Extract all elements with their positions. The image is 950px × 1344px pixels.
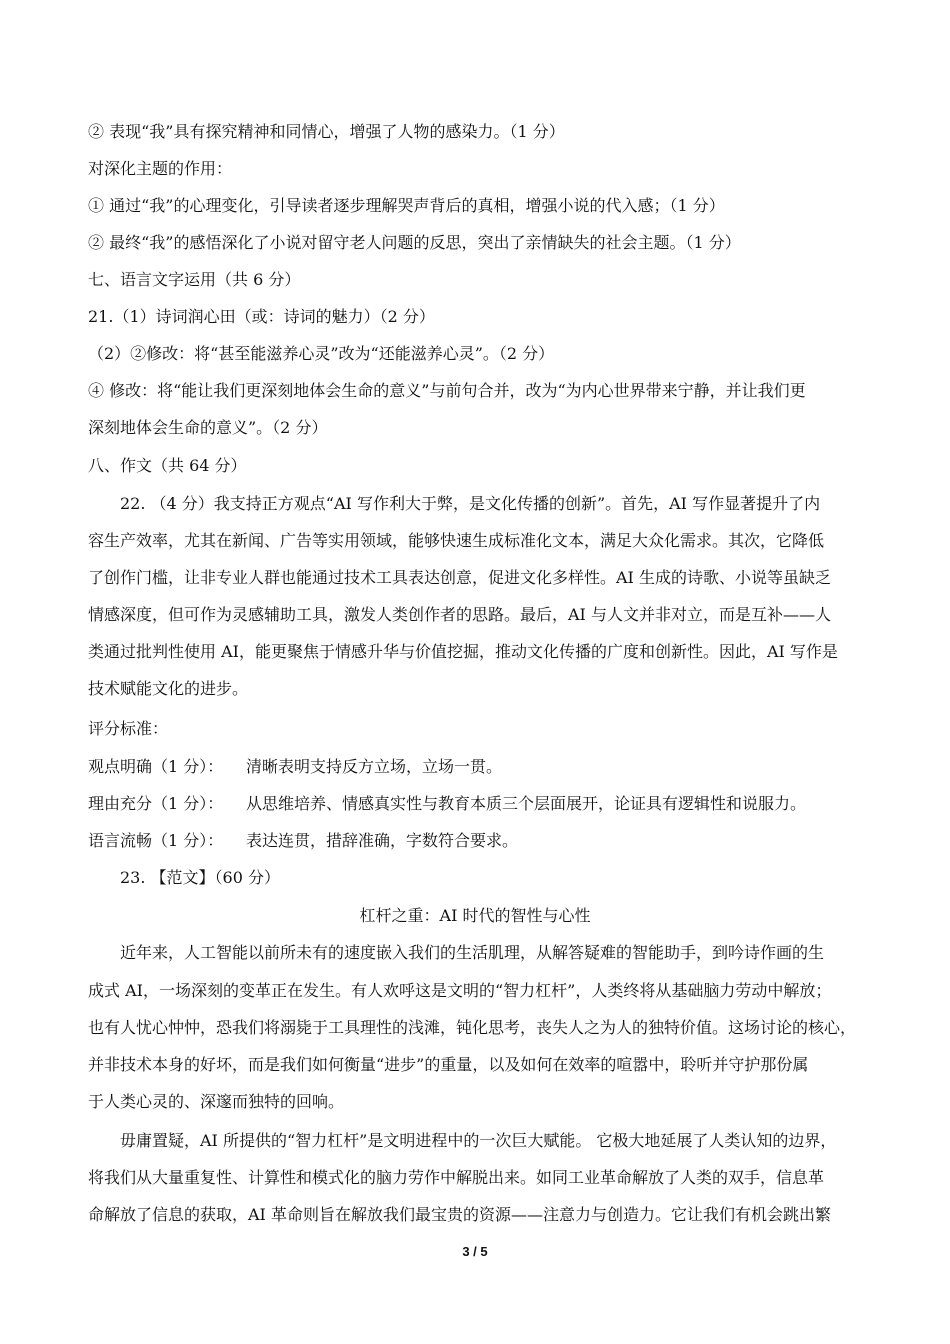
essay-line: 成式 AI，一场深刻的变革正在发生。有人欢呼这是文明的“智力杠杆”，人类终将从基础脑力劳动中解放； <box>88 981 832 1000</box>
scoring-criterion <box>88 756 888 778</box>
criterion-label: 观点明确（1 分）： <box>88 757 224 776</box>
criterion-text: 清晰表明支持反方立场，立场一贯。 <box>246 757 503 776</box>
essay-line: 命解放了信息的获取，AI 革命则旨在解放我们最宝贵的资源——注意力与创造力。它让我们有机会跳出繁 <box>88 1205 831 1224</box>
answer-line: ② 表现“我”具有探究精神和同情心，增强了人物的感染力。（1 分） <box>88 122 565 141</box>
answer-paragraph-line: 了创作门槛，让非专业人群也能通过技术工具表达创意，促进文化多样性。AI 生成的诗歌、小说等虽缺乏 <box>88 568 831 587</box>
answer-line: ① 通过“我”的心理变化，引导读者逐步理解哭声背后的真相，增强小说的代入感；（1 分） <box>88 196 725 215</box>
section-subheading: 对深化主题的作用： <box>88 159 233 178</box>
answer-paragraph-line: 情感深度，但可作为灵感辅助工具，激发人类创作者的思路。最后，AI 与人文并非对立，而是互补——人 <box>88 605 831 624</box>
essay-title: 杠杆之重：AI 时代的智性与心性 <box>359 906 591 925</box>
answer-paragraph-line: 技术赋能文化的进步。 <box>88 679 249 698</box>
essay-line: 并非技术本身的好坏，而是我们如何衡量“进步”的重量，以及如何在效率的喧嚣中，聆听并守护那份属 <box>88 1055 809 1074</box>
essay-line: 于人类心灵的、深邃而独特的回响。 <box>88 1092 345 1111</box>
section-heading: 八、作文（共 64 分） <box>88 456 247 475</box>
scoring-heading: 评分标准： <box>88 719 169 738</box>
essay-line: 将我们从大量重复性、计算性和模式化的脑力劳作中解脱出来。如同工业革命解放了人类的双手，信息革 <box>88 1168 825 1187</box>
scoring-criterion <box>88 793 888 815</box>
answer-line: （2）②修改：将“甚至能滋养心灵”改为“还能滋养心灵”。（2 分） <box>88 344 555 363</box>
answer-line: 深刻地体会生命的意义”。（2 分） <box>88 418 328 437</box>
answer-paragraph-line: 22. （4 分）我支持正方观点“AI 写作利大于弊，是文化传播的创新”。首先，AI 写作显著提升了内 <box>120 494 821 513</box>
answer-line: ② 最终“我”的感悟深化了小说对留守老人问题的反思，突出了亲情缺失的社会主题。（1 分） <box>88 233 741 252</box>
question-heading: 23. 【范文】（60 分） <box>120 868 280 887</box>
criterion-text: 表达连贯，措辞准确，字数符合要求。 <box>246 831 519 850</box>
essay-line: 毋庸置疑，AI 所提供的“智力杠杆”是文明进程中的一次巨大赋能。 它极大地延展了人类认知的边界， <box>120 1131 837 1150</box>
scoring-criterion <box>88 830 888 852</box>
criterion-text: 从思维培养、情感真实性与教育本质三个层面展开，论证具有逻辑性和说服力。 <box>246 794 807 813</box>
essay-line: 近年来，人工智能以前所未有的速度嵌入我们的生活肌理，从解答疑难的智能助手，到吟诗作画的生 <box>120 943 825 962</box>
answer-paragraph-line: 类通过批判性使用 AI，能更聚焦于情感升华与价值挖掘，推动文化传播的广度和创新性。因此，AI 写作是 <box>88 642 838 661</box>
page-number: 3 / 5 <box>462 1244 488 1259</box>
answer-line: ④ 修改：将“能让我们更深刻地体会生命的意义”与前句合并，改为“为内心世界带来宁静，并让我们更 <box>88 381 806 400</box>
criterion-label: 语言流畅（1 分）： <box>88 831 224 850</box>
answer-line: 21.（1）诗词润心田（或：诗词的魅力）（2 分） <box>88 307 435 326</box>
criterion-label: 理由充分（1 分）： <box>88 794 224 813</box>
answer-paragraph-line: 容生产效率，尤其在新闻、广告等实用领域，能够快速生成标准化文本，满足大众化需求。其次，它降低 <box>88 531 825 550</box>
essay-line: 也有人忧心忡忡，恐我们将溺毙于工具理性的浅滩，钝化思考，丧失人之为人的独特价值。这场讨论的核心， <box>88 1018 857 1037</box>
section-heading: 七、语言文字运用（共 6 分） <box>88 270 301 289</box>
